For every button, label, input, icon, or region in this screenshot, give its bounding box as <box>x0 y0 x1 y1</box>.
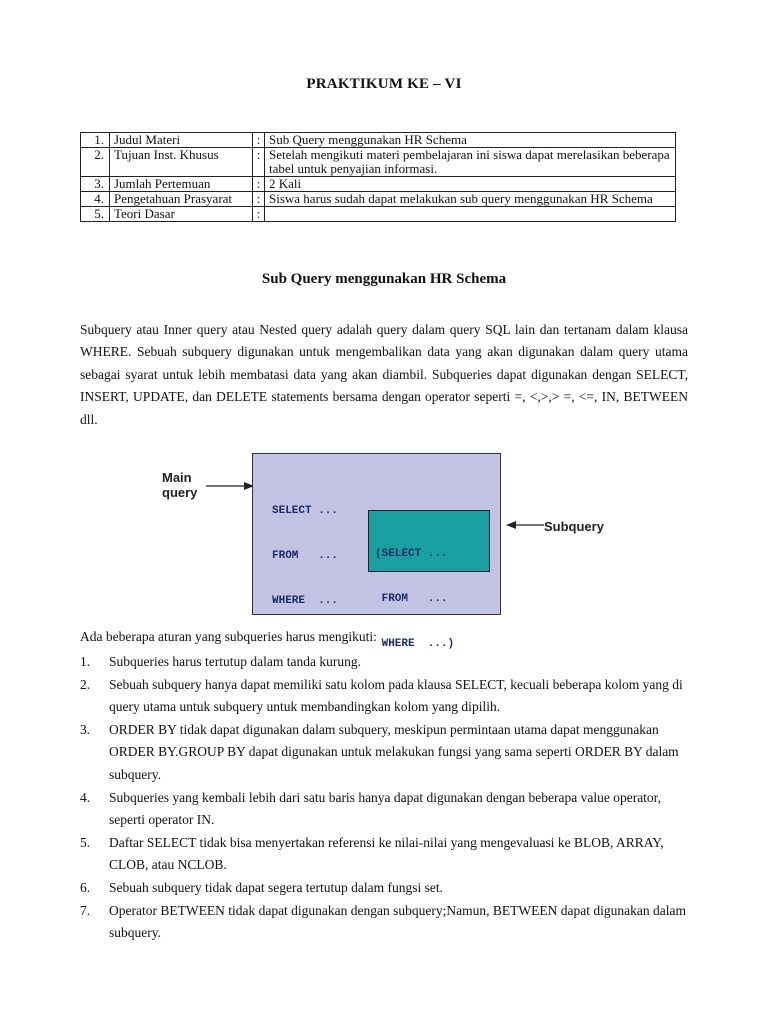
list-item <box>80 719 700 787</box>
list-text: Subqueries yang kembali lebih dari satu baris hanya dapat digunakan dengan beberapa value operator, seperti operator IN. <box>109 789 662 828</box>
table-row <box>81 133 676 148</box>
main-query-label <box>162 470 197 500</box>
list-item <box>80 787 700 832</box>
info-table <box>80 132 676 222</box>
intro-paragraph: Subquery atau Inner query atau Nested query adalah query dalam query SQL lain dan tertanam dalam klausa WHERE. Sebuah subquery digunakan untuk mengembalikan data yang akan digunakan dalam query utama sebagai syarat untuk lebih membatasi data yang akan diambil. Subqueries dapat digunakan dengan SELECT, INSERT, UPDATE, dan DELETE statements bersama dengan operator seperti =, <,>,> =, <=, IN, BETWEEN dll. <box>80 322 688 427</box>
main-arrow-icon <box>206 480 254 492</box>
row-label: Pengetahuan Prasyarat <box>110 192 253 207</box>
list-item <box>80 832 700 877</box>
list-number: 4. <box>80 789 91 805</box>
row-value <box>265 207 676 222</box>
row-value: Sub Query menggunakan HR Schema <box>265 133 676 148</box>
table-row <box>81 177 676 192</box>
row-separator: : <box>253 177 265 192</box>
row-separator: : <box>253 192 265 207</box>
row-separator: : <box>253 148 265 177</box>
code-line: SELECT ... <box>272 505 339 517</box>
list-text: Sebuah subquery tidak dapat segera tertutup dalam fungsi set. <box>109 879 444 895</box>
list-text: Daftar SELECT tidak bisa menyertakan referensi ke nilai-nilai yang mengevaluasi ke BLOB, ARRAY, CLOB, atau NCLOB. <box>109 834 664 873</box>
list-text: ORDER BY tidak dapat digunakan dalam subquery, meskipun permintaan utama dapat menggunakan ORDER BY.GROUP BY dapat digunakan untuk melakukan fungsi yang sama seperti ORDER BY dalam subquery. <box>109 721 679 782</box>
list-number: 3. <box>80 721 91 737</box>
list-number: 5. <box>80 834 91 850</box>
rules-list <box>80 651 700 945</box>
row-number: 2. <box>81 148 110 177</box>
page-title: PRAKTIKUM KE – VI <box>306 76 462 92</box>
row-number: 4. <box>81 192 110 207</box>
list-item <box>80 651 700 674</box>
code-line: FROM ... <box>375 593 448 605</box>
row-label: Jumlah Pertemuan <box>110 177 253 192</box>
row-separator: : <box>253 133 265 148</box>
row-label: Tujuan Inst. Khusus <box>110 148 253 177</box>
list-number: 1. <box>80 654 91 669</box>
code-line: WHERE ...) <box>375 638 455 650</box>
list-item <box>80 674 700 719</box>
list-text: Sebuah subquery hanya dapat memiliki satu kolom pada klausa SELECT, kecuali beberapa kolom yang di query utama untuk subquery untuk membandingkan kolom yang dipilih. <box>109 676 683 715</box>
main-label-line: Main <box>162 470 192 485</box>
sub-arrow-icon <box>506 519 546 531</box>
list-text: Subqueries harus tertutup dalam tanda kurung. <box>109 654 361 669</box>
list-number: 2. <box>80 676 91 692</box>
subquery-box <box>368 510 490 650</box>
row-value: Siswa harus sudah dapat melakukan sub query menggunakan HR Schema <box>265 192 676 207</box>
code-line: WHERE ... <box>272 595 339 607</box>
code-line: FROM ... <box>272 550 339 562</box>
list-item <box>80 877 700 900</box>
table-row <box>81 207 676 222</box>
main-label-line: query <box>162 485 198 500</box>
code-line: (SELECT ... <box>375 548 448 560</box>
row-separator: : <box>253 207 265 222</box>
list-number: 7. <box>80 902 91 918</box>
subquery-label: Subquery <box>544 519 604 534</box>
row-label: Judul Materi <box>110 133 253 148</box>
row-number: 1. <box>81 133 110 148</box>
list-number: 6. <box>80 879 91 895</box>
row-label: Teori Dasar <box>110 207 253 222</box>
row-value: Setelah mengikuti materi pembelajaran ini siswa dapat merelasikan beberapa tabel untuk penyajian informasi. <box>265 148 676 177</box>
list-item <box>80 900 700 945</box>
table-row <box>81 148 676 177</box>
row-number: 5. <box>81 207 110 222</box>
list-text: Operator BETWEEN tidak dapat digunakan dengan subquery;Namun, BETWEEN dapat digunakan dalam subquery. <box>109 902 686 941</box>
row-number: 3. <box>81 177 110 192</box>
table-row <box>81 192 676 207</box>
main-code <box>272 474 338 639</box>
row-value: 2 Kali <box>265 177 676 192</box>
section-title: Sub Query menggunakan HR Schema <box>261 271 507 287</box>
rules-intro: Ada beberapa aturan yang subqueries harus mengikuti: <box>80 629 377 644</box>
